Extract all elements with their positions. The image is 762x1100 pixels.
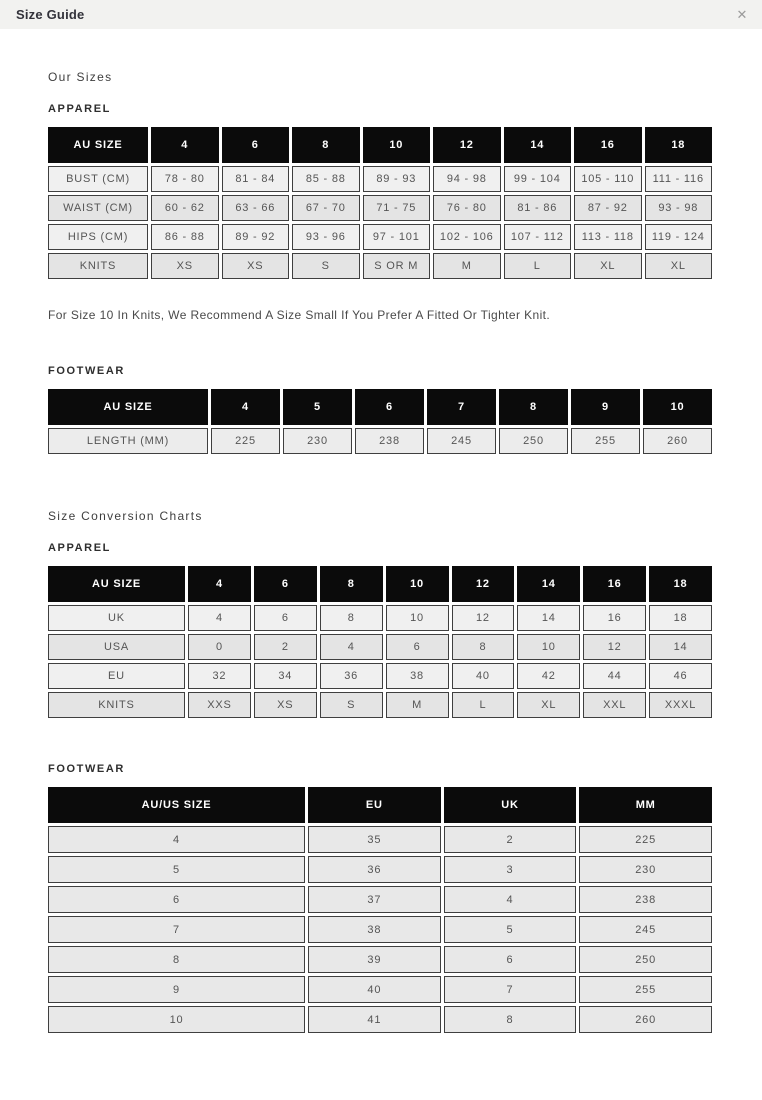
data-cell: 6 [444, 946, 577, 973]
data-cell: 10 [386, 605, 449, 631]
data-cell: 250 [579, 946, 712, 973]
content-area [0, 70, 762, 1036]
data-cell: XXL [583, 692, 646, 718]
header-cell: 16 [583, 566, 646, 602]
data-cell: XL [645, 253, 713, 279]
data-cell: 245 [579, 916, 712, 943]
data-cell: 9 [48, 976, 305, 1003]
data-cell: 87 - 92 [574, 195, 642, 221]
data-cell: 255 [571, 428, 640, 454]
data-cell: 4 [320, 634, 383, 660]
our-sizes-footwear-table [45, 386, 715, 457]
data-cell: 255 [579, 976, 712, 1003]
header-cell: 6 [355, 389, 424, 425]
data-cell: WAIST (CM) [48, 195, 148, 221]
header-cell: 8 [292, 127, 360, 163]
data-cell: 14 [517, 605, 580, 631]
data-cell: 10 [517, 634, 580, 660]
data-cell: 8 [444, 1006, 577, 1033]
data-cell: 99 - 104 [504, 166, 572, 192]
data-cell: LENGTH (MM) [48, 428, 208, 454]
data-cell: 260 [643, 428, 712, 454]
data-cell: 12 [452, 605, 515, 631]
header-cell: 6 [222, 127, 290, 163]
data-cell: 238 [579, 886, 712, 913]
header-cell: MM [579, 787, 712, 823]
conversion-footwear-table [45, 784, 715, 1036]
data-cell: 16 [583, 605, 646, 631]
data-cell: 93 - 96 [292, 224, 360, 250]
header-cell: 5 [283, 389, 352, 425]
data-cell: 230 [579, 856, 712, 883]
data-cell: 36 [308, 856, 441, 883]
footwear-heading-1: FOOTWEAR [48, 365, 125, 377]
header-cell: AU SIZE [48, 566, 185, 602]
table-row [48, 634, 712, 660]
data-cell: 76 - 80 [433, 195, 501, 221]
header-cell: 18 [649, 566, 712, 602]
data-cell: 86 - 88 [151, 224, 219, 250]
data-cell: 238 [355, 428, 424, 454]
data-cell: 85 - 88 [292, 166, 360, 192]
data-cell: 46 [649, 663, 712, 689]
header-cell: 10 [363, 127, 431, 163]
data-cell: 67 - 70 [292, 195, 360, 221]
table-header-row [48, 127, 712, 163]
table-row [48, 826, 712, 853]
data-cell: 60 - 62 [151, 195, 219, 221]
data-cell: 81 - 84 [222, 166, 290, 192]
header-cell: AU/US SIZE [48, 787, 305, 823]
data-cell: XS [254, 692, 317, 718]
close-icon[interactable]: ✕ [736, 6, 748, 22]
data-cell: KNITS [48, 253, 148, 279]
data-cell: L [452, 692, 515, 718]
data-cell: L [504, 253, 572, 279]
data-cell: 6 [386, 634, 449, 660]
data-cell: 89 - 93 [363, 166, 431, 192]
data-cell: 40 [308, 976, 441, 1003]
header-cell: 8 [499, 389, 568, 425]
table-row [48, 428, 712, 454]
data-cell: 63 - 66 [222, 195, 290, 221]
data-cell: XL [517, 692, 580, 718]
table-row [48, 946, 712, 973]
apparel-heading-2: APPAREL [48, 542, 111, 554]
data-cell: 81 - 86 [504, 195, 572, 221]
data-cell: EU [48, 663, 185, 689]
data-cell: 93 - 98 [645, 195, 713, 221]
data-cell: 97 - 101 [363, 224, 431, 250]
table-row [48, 166, 712, 192]
header-cell: 12 [452, 566, 515, 602]
header-cell: 8 [320, 566, 383, 602]
data-cell: 6 [48, 886, 305, 913]
table-header-row [48, 566, 712, 602]
data-cell: XXS [188, 692, 251, 718]
table-row [48, 663, 712, 689]
header-cell: EU [308, 787, 441, 823]
header-cell: 7 [427, 389, 496, 425]
data-cell: KNITS [48, 692, 185, 718]
data-cell: USA [48, 634, 185, 660]
table-row [48, 195, 712, 221]
data-cell: 250 [499, 428, 568, 454]
data-cell: 94 - 98 [433, 166, 501, 192]
table-row [48, 886, 712, 913]
data-cell: 4 [444, 886, 577, 913]
data-cell: 6 [254, 605, 317, 631]
knits-note: For Size 10 In Knits, We Recommend A Size Small If You Prefer A Fitted Or Tighter Knit. [48, 308, 551, 322]
data-cell: 105 - 110 [574, 166, 642, 192]
data-cell: 2 [254, 634, 317, 660]
data-cell: 71 - 75 [363, 195, 431, 221]
table-row [48, 916, 712, 943]
table-row [48, 856, 712, 883]
header-cell: 6 [254, 566, 317, 602]
header-cell: AU SIZE [48, 389, 208, 425]
data-cell: 119 - 124 [645, 224, 713, 250]
data-cell: 36 [320, 663, 383, 689]
data-cell: 5 [48, 856, 305, 883]
data-cell: S [292, 253, 360, 279]
data-cell: 8 [48, 946, 305, 973]
data-cell: 18 [649, 605, 712, 631]
data-cell: 41 [308, 1006, 441, 1033]
header-cell: 9 [571, 389, 640, 425]
our-sizes-heading: Our Sizes [48, 70, 113, 84]
header-cell: 12 [433, 127, 501, 163]
table-header-row [48, 787, 712, 823]
data-cell: XS [222, 253, 290, 279]
data-cell: 102 - 106 [433, 224, 501, 250]
data-cell: 8 [452, 634, 515, 660]
header-cell: 4 [151, 127, 219, 163]
data-cell: 42 [517, 663, 580, 689]
data-cell: 34 [254, 663, 317, 689]
data-cell: UK [48, 605, 185, 631]
conversion-apparel-table [45, 563, 715, 721]
data-cell: 225 [579, 826, 712, 853]
data-cell: 14 [649, 634, 712, 660]
data-cell: BUST (CM) [48, 166, 148, 192]
data-cell: XS [151, 253, 219, 279]
data-cell: 12 [583, 634, 646, 660]
conversion-charts-heading: Size Conversion Charts [48, 509, 203, 523]
data-cell: 111 - 116 [645, 166, 713, 192]
header-cell: 16 [574, 127, 642, 163]
data-cell: XL [574, 253, 642, 279]
data-cell: 44 [583, 663, 646, 689]
table-row [48, 1006, 712, 1033]
data-cell: 7 [444, 976, 577, 1003]
data-cell: 37 [308, 886, 441, 913]
header-cell: 4 [188, 566, 251, 602]
data-cell: HIPS (CM) [48, 224, 148, 250]
header-cell: AU SIZE [48, 127, 148, 163]
data-cell: 4 [188, 605, 251, 631]
modal-header [0, 0, 762, 29]
page-title: Size Guide [16, 7, 85, 22]
data-cell: 230 [283, 428, 352, 454]
data-cell: 4 [48, 826, 305, 853]
header-cell: UK [444, 787, 577, 823]
data-cell: 3 [444, 856, 577, 883]
table-header-row [48, 389, 712, 425]
data-cell: 113 - 118 [574, 224, 642, 250]
table-row [48, 976, 712, 1003]
data-cell: 0 [188, 634, 251, 660]
data-cell: XXXL [649, 692, 712, 718]
table-row [48, 224, 712, 250]
header-cell: 14 [517, 566, 580, 602]
data-cell: 8 [320, 605, 383, 631]
data-cell: 40 [452, 663, 515, 689]
header-cell: 14 [504, 127, 572, 163]
data-cell: 39 [308, 946, 441, 973]
data-cell: 78 - 80 [151, 166, 219, 192]
data-cell: 7 [48, 916, 305, 943]
our-sizes-apparel-table [45, 124, 715, 282]
header-cell: 4 [211, 389, 280, 425]
data-cell: 32 [188, 663, 251, 689]
data-cell: 2 [444, 826, 577, 853]
apparel-heading-1: APPAREL [48, 103, 111, 115]
data-cell: 38 [386, 663, 449, 689]
data-cell: 260 [579, 1006, 712, 1033]
data-cell: 225 [211, 428, 280, 454]
data-cell: 38 [308, 916, 441, 943]
data-cell: M [433, 253, 501, 279]
data-cell: 5 [444, 916, 577, 943]
header-cell: 10 [386, 566, 449, 602]
table-row [48, 692, 712, 718]
data-cell: 89 - 92 [222, 224, 290, 250]
data-cell: 10 [48, 1006, 305, 1033]
footwear-heading-2: FOOTWEAR [48, 763, 125, 775]
data-cell: 35 [308, 826, 441, 853]
table-row [48, 605, 712, 631]
header-cell: 18 [645, 127, 713, 163]
data-cell: M [386, 692, 449, 718]
header-cell: 10 [643, 389, 712, 425]
data-cell: S OR M [363, 253, 431, 279]
data-cell: 245 [427, 428, 496, 454]
data-cell: 107 - 112 [504, 224, 572, 250]
data-cell: S [320, 692, 383, 718]
table-row [48, 253, 712, 279]
